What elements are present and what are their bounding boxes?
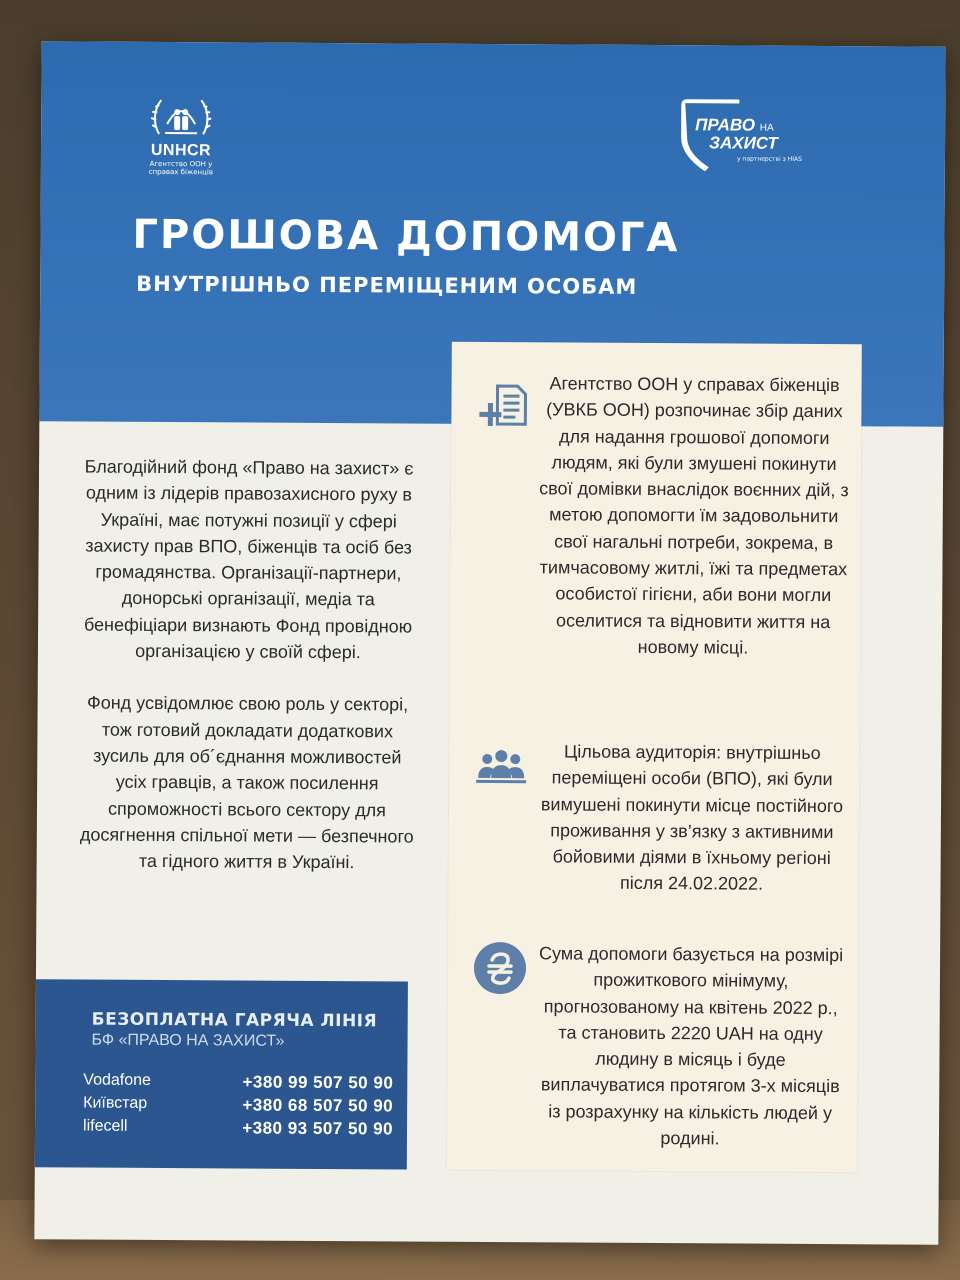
- amount-text: Сума допомоги базується на розмірі прожиткового мінімуму, прогнозованому на квітень 2022 р., та становить 2220 UAH на одну людину в місяць і буде виплачуватися протягом 3-х місяців із розрахунку на кількість людей у родині.: [538, 943, 844, 1149]
- document-plus-icon: [475, 380, 531, 436]
- hotline-title: БЕЗОПЛАТНА ГАРЯЧА ЛІНІЯ: [91, 1009, 378, 1032]
- phone-number[interactable]: +380 68 507 50 90: [242, 1095, 394, 1116]
- unhcr-emblem-icon: [149, 94, 213, 140]
- people-group-icon: [473, 738, 529, 794]
- info-block-about: [452, 370, 862, 658]
- pravo-logo-partner: у партнерстві з HIAS: [736, 155, 802, 163]
- hotline-row: [83, 1118, 393, 1143]
- unhcr-logo: [141, 94, 221, 176]
- hotline-subtitle: БФ «ПРАВО НА ЗАХИСТ»: [91, 1031, 285, 1050]
- pravo-logo-line2: ЗАХИСТ: [709, 133, 778, 153]
- pravo-logo-line1: ПРАВО НА: [695, 115, 774, 135]
- hotline-list: [83, 1072, 393, 1143]
- page-subtitle: ВНУТРІШНЬО ПЕРЕМІЩЕНИМ ОСОБАМ: [136, 271, 638, 299]
- operator-name: Київстар: [83, 1094, 148, 1112]
- hotline-panel: [35, 979, 408, 1169]
- page-title: ГРОШОВА ДОПОМОГА: [132, 211, 680, 262]
- hotline-row: [83, 1072, 393, 1097]
- info-block-amount: [448, 940, 858, 1149]
- unhcr-subtitle: Агентство ООН у справах біженців: [148, 159, 214, 177]
- unhcr-name: UNHCR: [150, 141, 212, 160]
- flyer: [34, 41, 945, 1244]
- info-block-audience: [449, 738, 859, 895]
- intro-paragraph: Благодійний фонд «Право на захист» є одним із лідерів правозахисного руху в Україні, має потужні позиції у сфері захисту прав ВПО, біженців та осіб без громадянства. Організації-партнери, донорські організації, медіа та бенефіціари визнають Фонд провідною організацією у своїй сфері.: [83, 456, 414, 663]
- info-card: [447, 342, 862, 1172]
- pravo-na-zakhyst-logo: [679, 97, 835, 178]
- mission-paragraph: Фонд усвідомлює свою роль у секторі, тож готовий докладати додаткових зусиль для об´єднання можливостей усіх гравців, а також посилення спроможності всього сектору для досягнення спільної мети — безпечного та гідного життя в Україні.: [79, 692, 414, 873]
- hotline-row: [83, 1095, 393, 1120]
- audience-text: Цільова аудиторія: внутрішньо переміщені особи (ВПО), які були вимушені покинути місце постійного проживання у зв’язку з активними бойовими діями в їхньому регіоні після 24.02.2022.: [540, 741, 844, 895]
- phone-number[interactable]: +380 93 507 50 90: [242, 1118, 394, 1139]
- hryvnia-coin-icon: [472, 940, 528, 996]
- operator-name: Vodafone: [83, 1071, 151, 1089]
- about-text: Агентство ООН у справах біженців (УВКБ ООН) розпочинає збір даних для надання грошової допомоги людям, які були змушені покинути свої домівки внаслідок воєнних дій, з метою допомогти їм задовольнити свої нагальні потреби, зокрема, в тимчасовому житлі, їжі та предметах особистої гігієни, аби вони могли оселитися та відновити життя на новому місці.: [539, 373, 849, 658]
- phone-number[interactable]: +380 99 507 50 90: [242, 1072, 394, 1093]
- left-column: [76, 453, 419, 902]
- operator-name: lifecell: [82, 1117, 128, 1135]
